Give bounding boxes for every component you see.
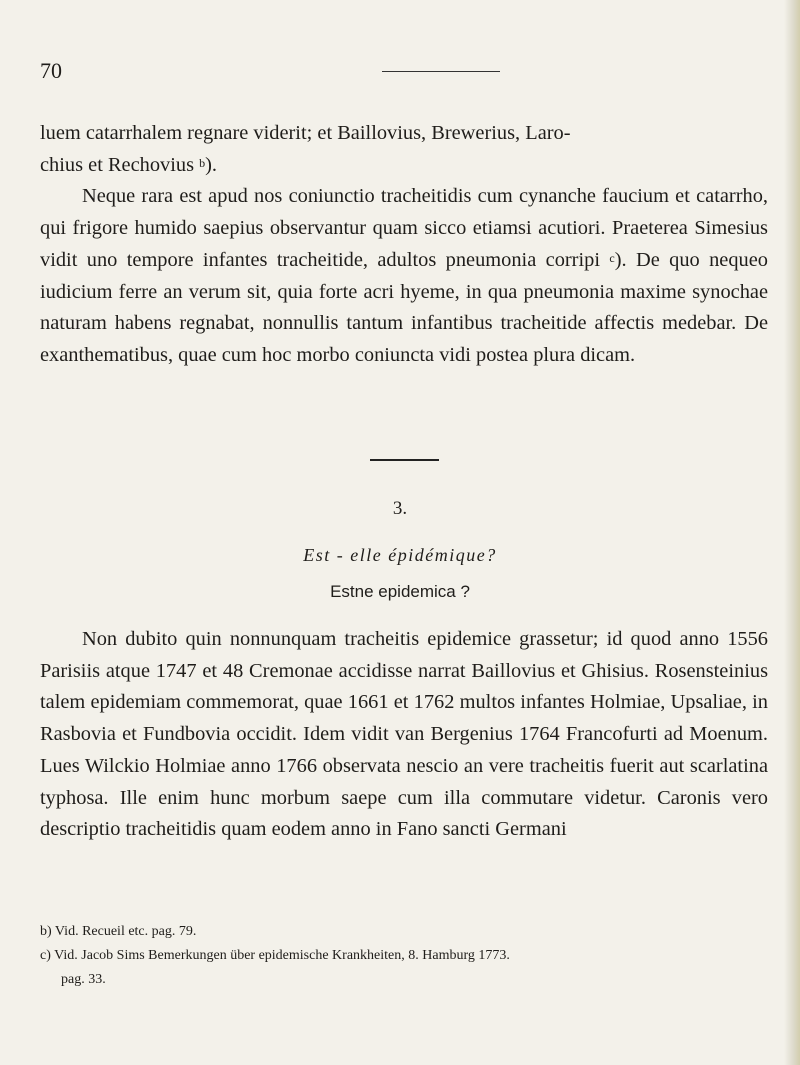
continued-line: luem catarrhalem regnare viderit; et Baillovius, Brewerius, Laro- <box>40 122 571 144</box>
page-number: 70 <box>40 58 62 83</box>
section-title-french: Est - elle épidémique? <box>303 545 497 565</box>
page-edge-shadow <box>784 0 800 1065</box>
paragraph-simesius: Neque rara est apud nos coniunctio tracheitidis cum cynanche faucium et catarrho, qui frigore humido saepius observantur quam sicco etiamsi acutiori. Praeterea Simesius vidit uno tempore infantes tracheitide, adultos pneumonia corripi $^c$). De quo nequeo iudicium ferre an verum sit, quia forte acri hyeme, in qua pneumonia maxime synochae naturam habens regnabat, nonnullis tantum infantibus tracheitide affectis medebar. De exanthematibus, quae cum hoc morbo coniuncta vidi postea plura dicam. <box>40 185 768 366</box>
header-rule <box>382 71 500 72</box>
section-title-latin: Estne epidemica ? <box>330 582 470 601</box>
footnote-c-continued: pag. 33. <box>61 972 106 987</box>
section-divider <box>370 459 439 461</box>
footnote-ref-c[interactable]: c <box>609 250 615 265</box>
section-number: 3. <box>392 498 408 519</box>
continued-line-2: chius et Rechovius $^b$). <box>40 153 218 176</box>
footnote-ref-b[interactable]: b <box>199 155 206 170</box>
section-2-body: Non dubito quin nonnunquam tracheitis epidemice grassetur; id quod anno 1556 Parisiis atque 1747 et 48 Cremonae accidisse narrat Baillovius et Ghisius. Rosensteinius talem epidemiam commemorat, quae 1661 et 1762 multos infantes Holmiae, Upsaliae, in Rasbovia et Fundbovia occidit. Idem vidit van Bergenius 1764 Francofurti ad Moenum. Lues Wilckio Holmiae anno 1766 observata nescio an vere tracheitis fuerit aut scarlatina typhosa. Ille enim hunc morbum saepe cum illa commutare videtur. Caronis vero descriptio tracheitidis quam eodem anno in Fano sancti Germani <box>40 628 768 841</box>
footnote-b: b) Vid. Recueil etc. pag. 79. <box>40 924 197 939</box>
footnotes <box>40 920 770 992</box>
footnote-c: c) Vid. Jacob Sims Bemerkungen über epidemische Krankheiten, 8. Hamburg 1773. <box>40 948 510 963</box>
section-1-text <box>40 118 768 372</box>
